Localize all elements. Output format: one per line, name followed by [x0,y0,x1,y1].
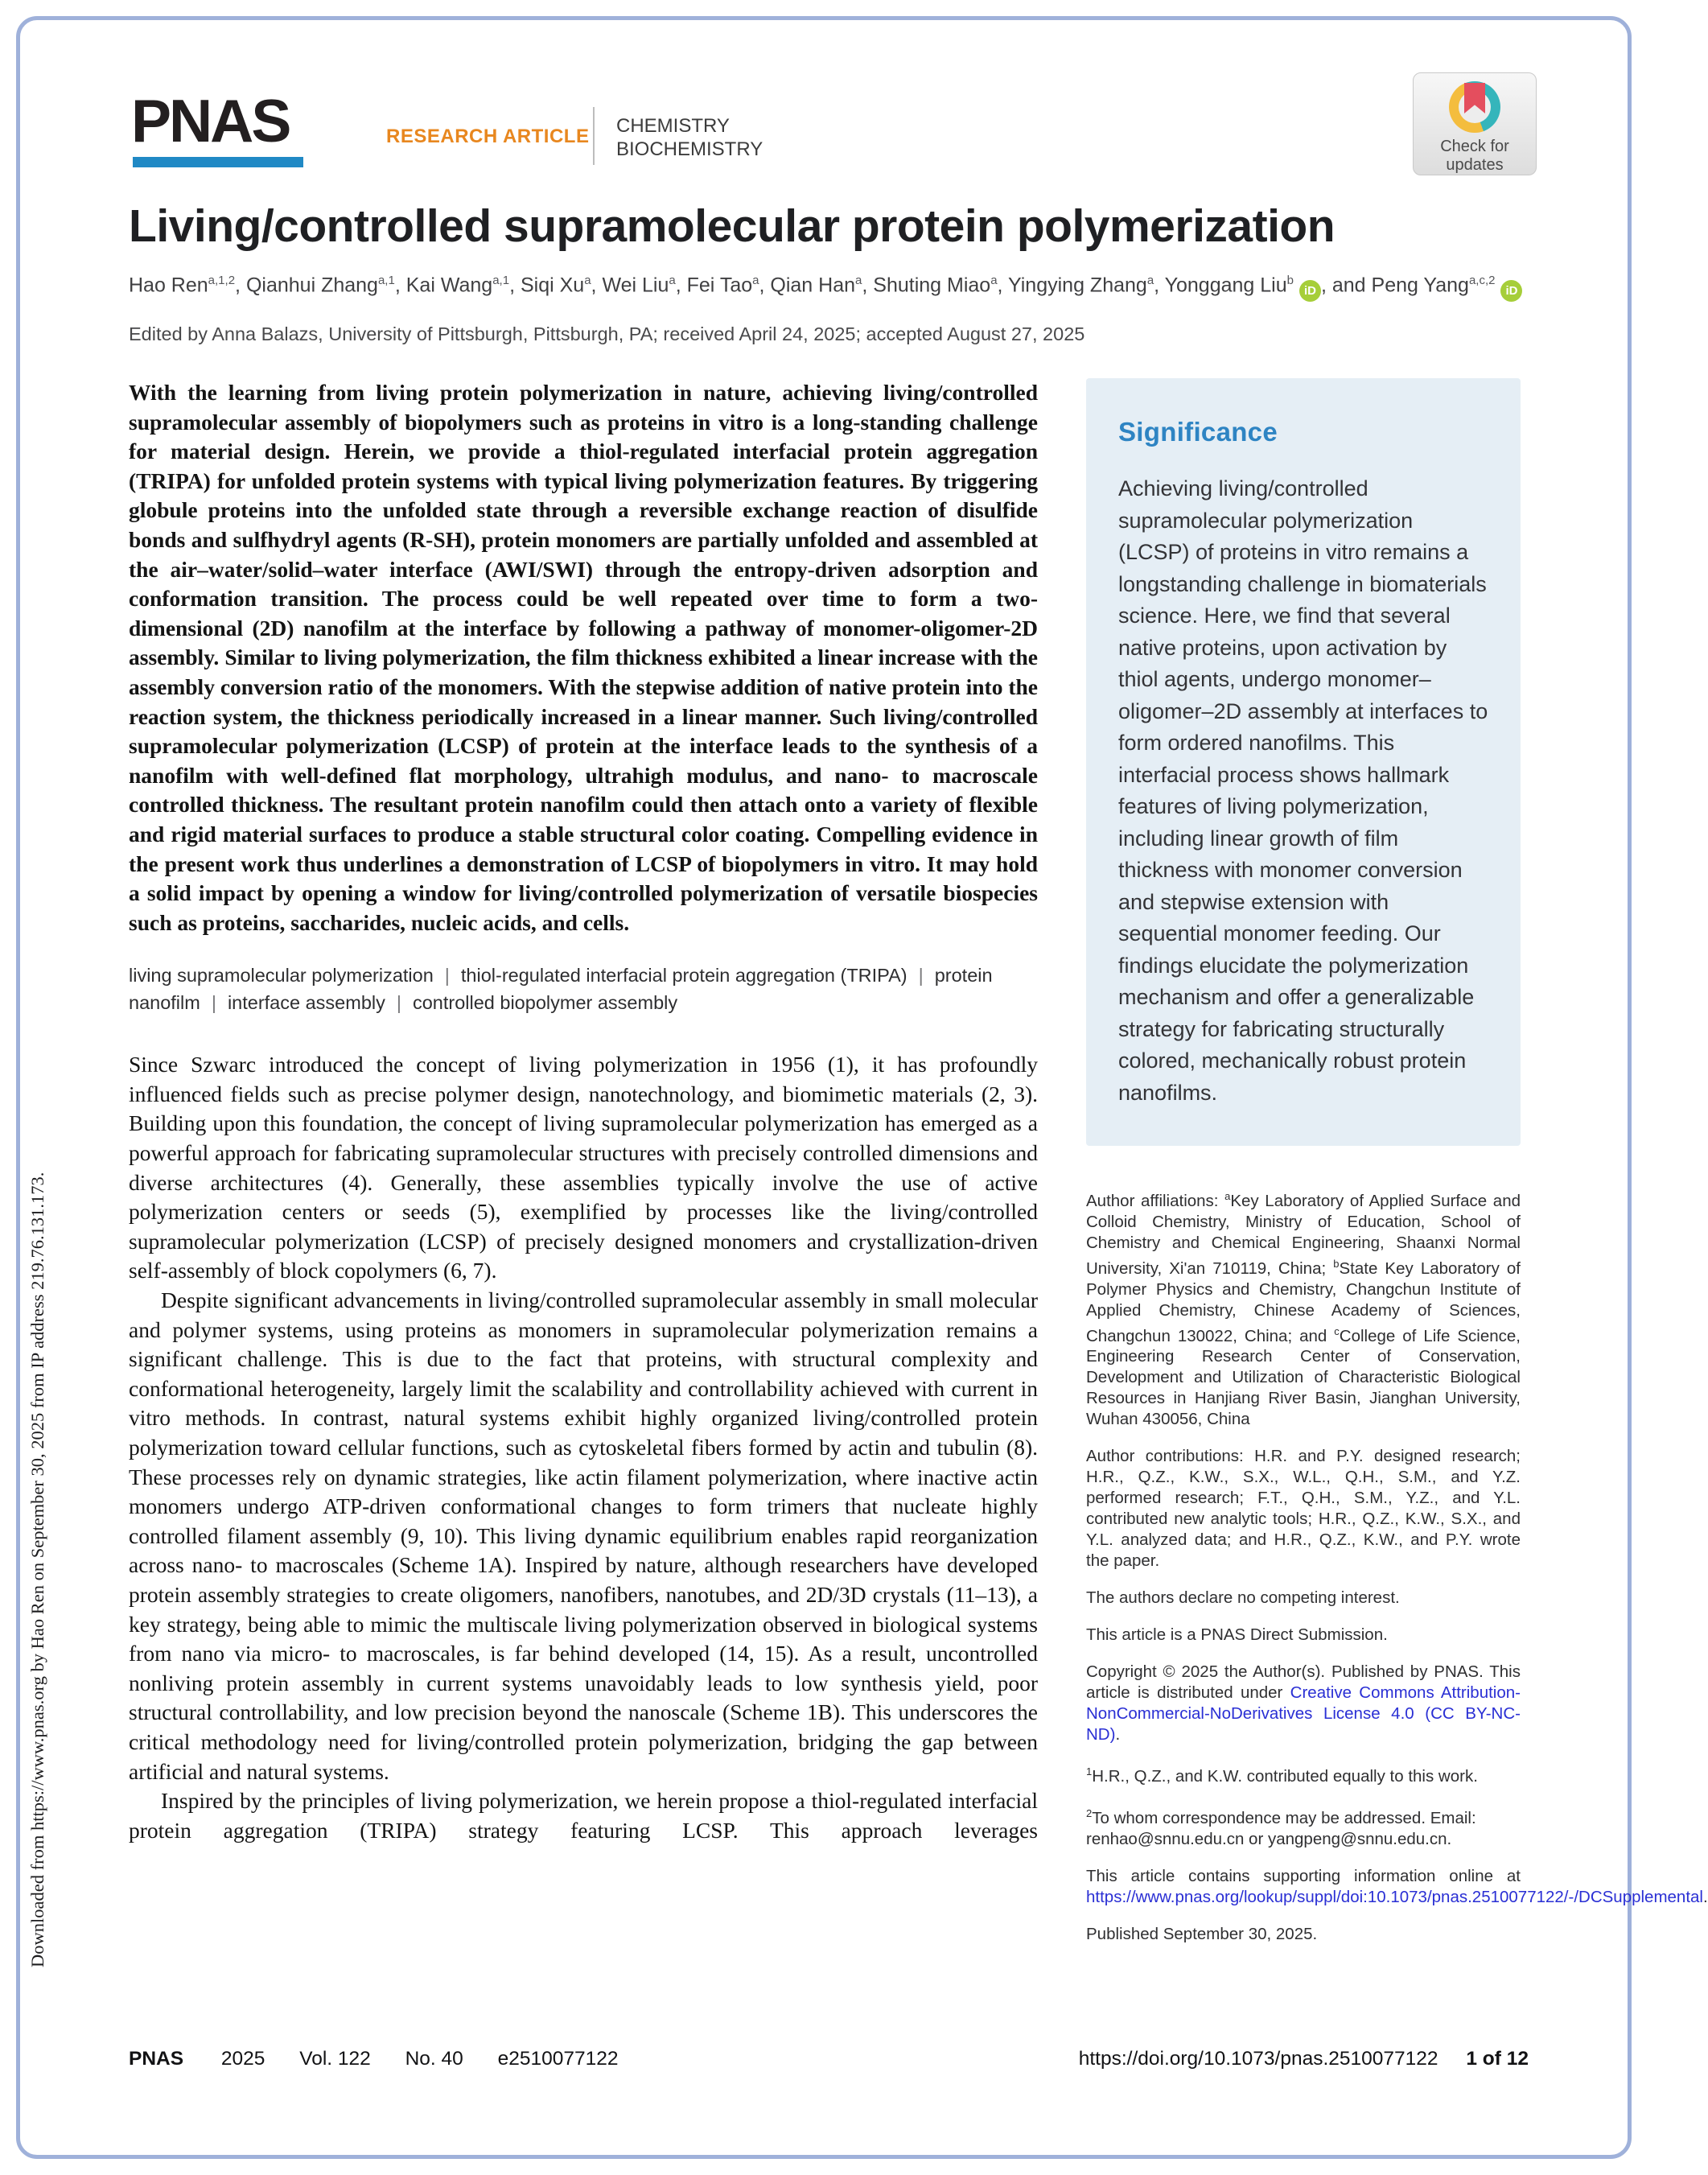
keyword: thiol-regulated interfacial protein aggregation (TRIPA) [460,965,908,987]
keyword-separator: | [444,965,450,987]
footnote-sup: 2 [1086,1807,1093,1820]
affiliation-sup: a [1224,1190,1231,1202]
keyword-separator: | [211,992,216,1014]
copyright-note: Copyright © 2025 the Author(s). Published by PNAS. This article is distributed under Creative Commons Attribution-NonCommercial-NoDerivatives License 4.0 (CC BY-NC-ND). [1086,1662,1521,1745]
footer-year: 2025 [220,2048,265,2070]
orcid-icon[interactable]: iD [1500,280,1522,302]
author-name: Kai Wang [405,274,493,297]
author-list: Hao Ren$^{a,1,2}$, Qianhui Zhang$^{a,1}$, Kai Wang$^{a,1}$, Siqi Xu$^a$, Wei Liu$^a$, Fei Tao$^a$, Qian Han$^a$, Shuting Miao$^a$, Yingying Zhang$^a$, Yonggang Liu$^b$iD , and Peng Yang$^{a,c,2}$iD [129,274,1561,302]
significance-text: Achieving living/controlled supramolecular polymerization (LCSP) of proteins in vitro remains a longstanding challenge in biomaterials science. Here, we find that several native proteins, upon activation by thiol agents, undergo monomer–oligomer–2D assembly at interfaces to form ordered nanofilms. This interfacial process shows hallmark features of living polymerization, including linear growth of film thickness with monomer conversion and stepwise extension with sequential monomer feeding. Our findings elucidate the polymerization mechanism and offer a generalizable strategy for fabricating structurally colored, mechanically robust protein nanofilms. [1118,476,1488,1105]
author-name: Shuting Miao [873,274,991,297]
pnas-logo: PNAS [131,87,290,154]
footer-doi-group [1079,2048,1529,2070]
footer-volume: Vol. 122 [299,2048,371,2070]
edited-by-line: Edited by Anna Balazs, University of Pittsburgh, Pittsburgh, PA; received April 24, 2025; accepted August 27, 2025 [129,323,1085,344]
footer-number: No. 40 [405,2048,463,2070]
body-paragraph: Since Szwarc introduced the concept of living polymerization in 1956 (1), it has profoundly influenced fields such as precise polymer design, nanotechnology, and biomimetic materials (2, 3). Building upon this foundation, the concept of living supramolecular polymerization has emerged as a powerful approach for fabricating supramolecular structures with precisely controlled dimensions and diverse architectures (4). Generally, these assemblies typically involve the use of active polymerization centers or seeds (5), exemplified by processes like the living/controlled supramolecular polymerization (LCSP) of precisely designed monomers and crystallization-driven self-assembly of block copolymers (6, 7). [129,1052,1038,1283]
author-affiliation-sup: a [752,274,759,287]
footer-doi: https://doi.org/10.1073/pnas.2510077122 [1078,2048,1438,2070]
footnote: $^2$To whom correspondence may be addressed. Email: renhao@snnu.edu.cn or yangpeng@snnu.edu.cn. [1086,1807,1476,1849]
article-title: Living/controlled supramolecular protein polymerization [129,200,1336,252]
page-footer [129,2048,1529,2070]
author-affiliation-sup: a [1146,274,1154,287]
keyword-separator: | [918,965,924,987]
pnas-logo-underline [133,157,303,167]
keyword: protein nanofilm [129,965,993,1014]
article-metadata [1086,1186,1708,1945]
article-type-label: RESEARCH ARTICLE [386,126,590,147]
keyword-separator: | [396,992,401,1014]
footer-eid: e2510077122 [497,2048,619,2070]
author-name: Wei Liu [602,274,669,297]
main-column [129,378,1038,1845]
download-watermark: Downloaded from https://www.pnas.org by Hao Ren on September 30, 2025 from IP address 219.76.131.173. [27,1172,47,1967]
significance-box [1086,378,1521,1146]
keyword: interface assembly [227,992,385,1014]
footnotes [1086,1761,1521,1850]
supplemental-link[interactable]: https://www.pnas.org/lookup/suppl/doi:10.1073/pnas.2510077122/-/DCSupplemental [1086,1888,1703,1907]
footnote: $^1$H.R., Q.Z., and K.W. contributed equally to this work. [1086,1765,1478,1786]
orcid-icon[interactable]: iD [1299,280,1321,302]
keyword-list [129,962,1038,1016]
affiliation-sup: c [1334,1324,1340,1337]
author-affiliation-sup: a [669,274,676,287]
body-paragraph: Despite significant advancements in living/controlled supramolecular assembly in small molecular and polymer systems, using proteins as monomers in supramolecular polymerization remains a significant challenge. This is due to the fact that proteins, with structural complexity and conformational heterogeneity, largely limit the scalability and controllability achieved with current in vitro methods. In contrast, natural systems exhibit highly organized living/controlled protein polymerization toward cellular functions, such as cytoskeletal fibers formed by actin and tubulin (8). These processes rely on dynamic strategies, like actin filament polymerization, where inactive actin monomers undergo ATP-driven conformational changes to form trimers that nucleate highly controlled filament assembly (9, 10). This living dynamic equilibrium enables rapid reorganization across nano- to macroscales (Scheme 1A). Inspired by nature, although researchers have developed protein assembly strategies to create oligomers, nanofibers, nanotubes, and 2D/3D crystals (11–13), a key strategy, being able to mimic the multiscale living polymerization observed in biological systems from nano via micro- to macroscales, is far behind developed (14, 15). As a result, uncontrolled nonliving protein assembly in current systems unavoidably leads to low synthesis yield, poor structural controllability, and low precision beyond the nanoscale (Scheme 1B). This underscores the critical methodology need for living/controlled protein polymerization, bridging the gap between artificial and natural systems. [129,1287,1038,1784]
published-date: Published September 30, 2025. [1086,1925,1318,1944]
article-body [129,1050,1038,1845]
author-name: Hao Ren [129,274,208,297]
author-affiliation-sup: a,1 [492,274,510,287]
significance-title: Significance [1118,417,1278,447]
author-name: Yonggang Liu [1164,274,1287,297]
abstract: With the learning from living protein polymerization in nature, achieving living/controlled supramolecular assembly of biopolymers such as proteins in vitro is a long-standing challenge for material design. Herein, we provide a thiol-regulated interfacial protein aggregation (TRIPA) for unfolded protein systems with typical living polymerization features. By triggering globule proteins into the unfolded state through a reversible exchange reaction of disulfide bonds and sulfhydryl agents (R-SH), protein monomers are partially unfolded and assembled at the air–water/solid–water interface (AWI/SWI) through the entropy-driven adsorption and conformation transition. The process could be well repeated over time to form a two-dimensional (2D) nanofilm at the interface by following a pathway of monomer-oligomer-2D assembly. Similar to living polymerization, the film thickness exhibited a linear increase with the assembly conversion ratio of the monomers. With the stepwise addition of native protein into the reaction system, the thickness periodically increased in a linear manner. Such living/controlled supramolecular polymerization (LCSP) of protein at the interface leads to the synthesis of a nanofilm with well-defined flat morphology, ultrahigh modulus, and nano- to macroscale controlled thickness. The resultant protein nanofilm could then attach onto a variety of flexible and rigid material surfaces to produce a stable structural color coating. Compelling evidence in the present work thus underlines a demonstration of LCSP of biopolymers in vitro. It may hold a solid impact by opening a window for living/controlled polymerization of versatile biospecies such as proteins, saccharides, nucleic acids, and cells. [129,380,1038,935]
author-contributions: Author contributions: H.R. and P.Y. designed research; H.R., Q.Z., K.W., S.X., W.L., Q.H., S.M., and Y.Z. performed research; F.T., Q.H., S.M., Y.Z., and Y.L. contributed new analytic tools; H.R., Q.Z., K.W., S.X., and Y.L. analyzed data; and H.R., Q.Z., K.W., and P.Y. wrote the paper. [1086,1447,1521,1571]
keyword: controlled biopolymer assembly [412,992,678,1014]
author-name: Fei Tao [686,274,753,297]
footnote-sup: 1 [1086,1765,1093,1778]
author-affiliation-sup: b [1286,274,1294,287]
check-for-updates-badge[interactable] [1413,72,1537,175]
author-affiliation-sup: a,1,2 [208,274,236,287]
sidebar-column [1086,378,1708,1961]
author-name: Peng Yang [1371,274,1469,297]
supporting-info-note: This article contains supporting information online at https://www.pnas.org/lookup/suppl/doi:10.1073/pnas.2510077122/-/DCSupplemental. [1086,1867,1708,1907]
competing-interest-note: The authors declare no competing interest. [1086,1588,1400,1608]
author-name: Qianhui Zhang [245,274,378,297]
subject-categories [616,114,763,161]
author-affiliation-sup: a [990,274,998,287]
author-name: Siqi Xu [520,274,585,297]
author-name: Qian Han [770,274,856,297]
category-chemistry: CHEMISTRY [616,115,730,137]
keyword: living supramolecular polymerization [129,965,434,987]
author-affiliation-sup: a [584,274,591,287]
author-affiliation-sup: a,c,2 [1468,274,1496,287]
affiliation-sup: b [1333,1257,1340,1270]
author-name: Yingying Zhang [1008,274,1147,297]
body-paragraph: Inspired by the principles of living polymerization, we herein propose a thiol-regulated interfacial protein aggregation (TRIPA) strategy featuring LCSP. This approach leverages [129,1788,1038,1843]
check-updates-label: Check for updates [1440,138,1509,174]
author-affiliation-sup: a [855,274,862,287]
header-divider [593,107,595,165]
footer-brand: PNAS [129,2048,184,2070]
author-affiliation-sup: a,1 [377,274,395,287]
footer-page-info: 1 of 12 [1466,2048,1529,2070]
category-biochemistry: BIOCHEMISTRY [616,138,763,160]
cc-license-link[interactable]: Creative Commons Attribution-NonCommercial-NoDerivatives License 4.0 (CC BY-NC-ND) [1086,1683,1521,1745]
author-affiliations: Author affiliations: $^a$Key Laboratory of Applied Surface and Colloid Chemistry, Ministry of Education, School of Chemistry and Chemical Engineering, Shaanxi Normal University, Xi'an 710119, China; $^b$State Key Laboratory of Polymer Physics and Chemistry, Changchun Institute of Applied Chemistry, Chinese Academy of Sciences, Changchun 130022, China; and $^c$College of Life Science, Engineering Research Center of Conservation, Development and Utilization of Characteristic Biological Resources in Hanjiang River Basin, Jianghan University, Wuhan 430056, China [1086,1190,1521,1429]
direct-submission-note: This article is a PNAS Direct Submission. [1086,1625,1388,1645]
